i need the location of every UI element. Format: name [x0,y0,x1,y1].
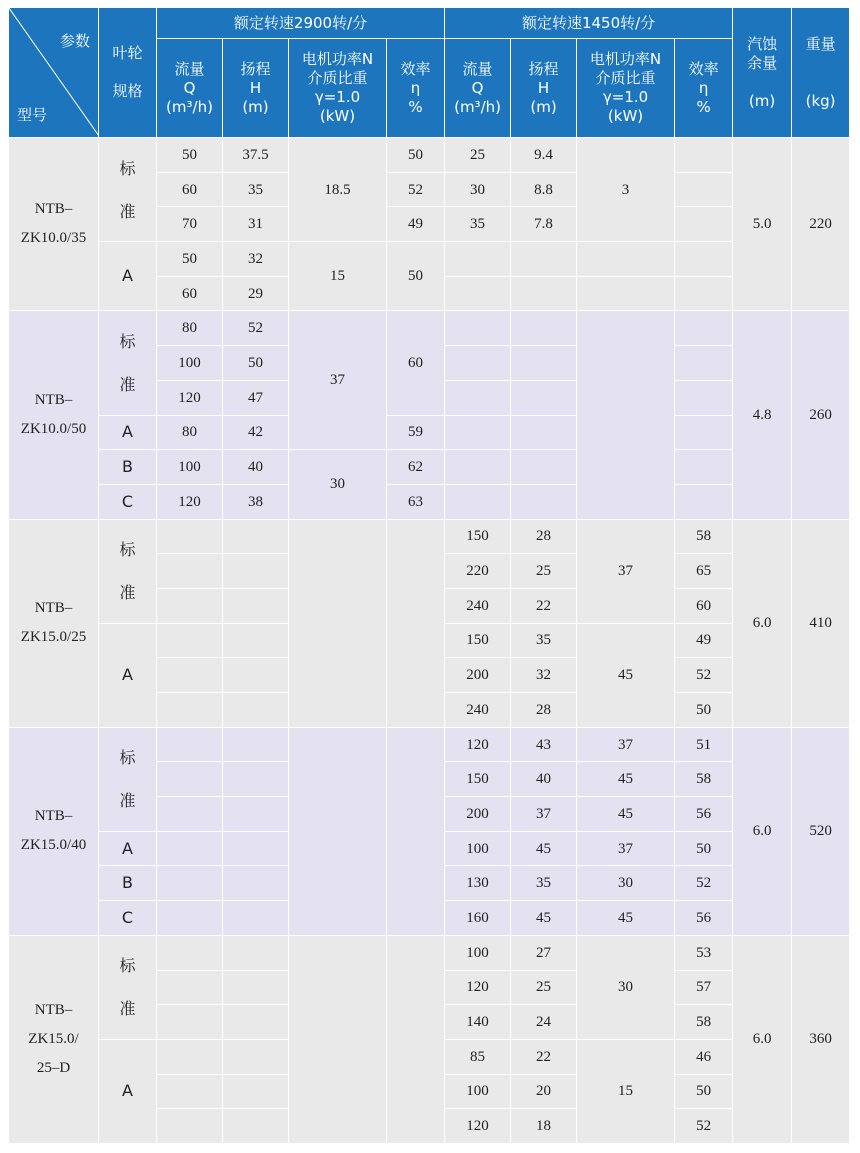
head-1450-header: 扬程 H (m) [511,39,577,138]
flow-cell [445,276,511,311]
flow-cell [445,450,511,485]
head-cell: 35 [223,172,289,207]
head-cell: 22 [511,588,577,623]
flow-cell: 80 [157,415,223,450]
impeller-cell: 标 准 [99,727,157,831]
head-cell [223,554,289,589]
flow-cell: 200 [445,658,511,693]
head-cell: 43 [511,727,577,762]
model-group-zk10-50 [9,311,850,519]
npsh-header: 汽蚀 余量 (m) [733,8,792,138]
eff-cell [675,276,733,311]
head-cell [223,623,289,658]
model-group-zk15-40 [9,727,850,935]
power-1450-header: 电机功率N 介质比重 γ=1.0 (kW) [577,39,675,138]
power-cell: 45 [577,623,675,727]
eff-cell [675,450,733,485]
eff-cell: 52 [387,172,445,207]
impeller-spec-header: 叶轮 规格 [99,8,157,138]
power-cell [577,276,675,311]
head-cell: 50 [223,346,289,381]
head-cell: 25 [511,554,577,589]
eff-cell: 49 [387,207,445,242]
table-row [9,727,850,762]
model-group-zk15-25-d [9,935,850,1143]
flow-cell: 200 [445,797,511,832]
model-cell: NTB– ZK15.0/25 [9,519,99,727]
eff-cell: 58 [675,1005,733,1040]
flow-cell: 120 [157,484,223,519]
head-cell [223,901,289,936]
head-cell: 32 [223,242,289,277]
impeller-cell: C [99,484,157,519]
eff-cell [675,380,733,415]
flow-cell [445,242,511,277]
head-cell [223,970,289,1005]
head-cell [511,484,577,519]
model-cell: NTB– ZK15.0/40 [9,727,99,935]
table-row [9,415,850,450]
head-cell [223,519,289,554]
flow-cell: 30 [445,172,511,207]
impeller-cell: 标 准 [99,935,157,1039]
flow-1450-header: 流量 Q (m³/h) [445,39,511,138]
flow-cell [157,554,223,589]
eff-2900-header: 效率 η % [387,39,445,138]
model-cell: NTB– ZK10.0/50 [9,311,99,519]
flow-cell [445,415,511,450]
head-cell [511,242,577,277]
flow-cell: 220 [445,554,511,589]
eff-cell [675,415,733,450]
model-group-zk10-35 [9,138,850,311]
flow-2900-header: 流量 Q (m³/h) [157,39,223,138]
power-cell: 37 [577,831,675,866]
eff-cell: 52 [675,866,733,901]
weight-cell: 360 [792,935,850,1143]
flow-cell [157,1074,223,1109]
model-group-zk15-25 [9,519,850,727]
npsh-cell: 6.0 [733,519,792,727]
model-cell: NTB– ZK15.0/ 25–D [9,935,99,1143]
eff-cell: 52 [675,1109,733,1144]
flow-cell [157,901,223,936]
head-cell [511,380,577,415]
power-cell: 15 [289,242,387,311]
flow-cell: 100 [157,450,223,485]
head-cell [511,415,577,450]
param-label: 参数 [59,32,90,50]
impeller-cell: 标 准 [99,311,157,415]
eff-cell: 59 [387,415,445,450]
head-cell: 42 [223,415,289,450]
head-cell: 7.8 [511,207,577,242]
flow-cell: 50 [157,138,223,173]
impeller-cell: A [99,1039,157,1143]
head-cell [223,1109,289,1144]
flow-cell: 160 [445,901,511,936]
flow-cell: 60 [157,276,223,311]
head-cell [223,1005,289,1040]
head-cell [223,831,289,866]
flow-cell: 70 [157,207,223,242]
power-cell: 37 [289,311,387,450]
impeller-cell: A [99,623,157,727]
head-cell [223,866,289,901]
npsh-cell: 6.0 [733,727,792,935]
head-cell [223,693,289,728]
head-cell [511,346,577,381]
flow-cell: 120 [445,727,511,762]
head-cell [223,1074,289,1109]
head-cell [223,797,289,832]
power-cell: 45 [577,797,675,832]
eff-cell [675,311,733,346]
head-cell: 47 [223,380,289,415]
table-row [9,519,850,554]
model-label: 型号 [17,106,48,124]
npsh-cell: 4.8 [733,311,792,519]
flow-cell: 140 [445,1005,511,1040]
head-cell: 37.5 [223,138,289,173]
power-cell: 45 [577,762,675,797]
head-cell: 28 [511,693,577,728]
head-cell: 24 [511,1005,577,1040]
eff-cell: 58 [675,762,733,797]
flow-cell: 35 [445,207,511,242]
impeller-cell: B [99,450,157,485]
power-cell: 30 [289,450,387,519]
head-cell [223,588,289,623]
flow-cell: 120 [445,1109,511,1144]
head-cell: 32 [511,658,577,693]
eff-cell [675,207,733,242]
eff-cell [675,172,733,207]
table-row [9,935,850,970]
head-cell: 22 [511,1039,577,1074]
head-cell: 8.8 [511,172,577,207]
table-row [9,311,850,346]
impeller-cell: C [99,901,157,936]
head-cell: 38 [223,484,289,519]
impeller-cell: A [99,831,157,866]
head-cell [223,727,289,762]
speed-2900-header: 额定转速2900转/分 [157,8,445,39]
head-cell: 27 [511,935,577,970]
flow-cell [157,727,223,762]
head-2900-header: 扬程 H (m) [223,39,289,138]
head-cell [223,762,289,797]
impeller-cell: B [99,866,157,901]
model-cell: NTB– ZK10.0/35 [9,138,99,311]
flow-cell: 150 [445,623,511,658]
eff-cell: 60 [387,311,445,415]
eff-cell: 50 [675,831,733,866]
power-2900-header: 电机功率N 介质比重 γ=1.0 (kW) [289,39,387,138]
param-model-corner-cell [9,8,99,138]
weight-header: 重量 (kg) [792,8,850,138]
head-cell [223,1039,289,1074]
impeller-cell: 标 准 [99,138,157,242]
head-cell: 37 [511,797,577,832]
eff-cell [675,484,733,519]
flow-cell [157,588,223,623]
eff-cell: 51 [675,727,733,762]
power-cell: 3 [577,138,675,242]
power-cell: 18.5 [289,138,387,242]
impeller-cell: A [99,242,157,311]
head-cell: 45 [511,901,577,936]
weight-cell: 410 [792,519,850,727]
table-row [9,484,850,519]
eff-cell: 53 [675,935,733,970]
power-cell [577,242,675,277]
power-cell: 37 [577,519,675,623]
eff-cell: 50 [675,1074,733,1109]
flow-cell: 130 [445,866,511,901]
eff-cell: 50 [675,693,733,728]
eff-cell: 56 [675,901,733,936]
flow-cell [157,623,223,658]
head-cell: 52 [223,311,289,346]
eff-cell: 56 [675,797,733,832]
flow-cell: 25 [445,138,511,173]
head-cell: 9.4 [511,138,577,173]
flow-cell: 60 [157,172,223,207]
flow-cell [157,519,223,554]
flow-cell: 100 [157,346,223,381]
eff-cell [387,935,445,1143]
impeller-cell: A [99,415,157,450]
power-cell: 15 [577,1039,675,1143]
head-cell [223,935,289,970]
power-cell [577,311,675,519]
power-cell [289,727,387,935]
flow-cell: 100 [445,1074,511,1109]
eff-cell: 50 [387,138,445,173]
eff-cell: 52 [675,658,733,693]
flow-cell: 240 [445,588,511,623]
flow-cell: 100 [445,831,511,866]
head-cell: 28 [511,519,577,554]
flow-cell [157,970,223,1005]
head-cell: 18 [511,1109,577,1144]
eff-cell: 63 [387,484,445,519]
impeller-cell: 标 准 [99,519,157,623]
npsh-cell: 5.0 [733,138,792,311]
eff-cell: 46 [675,1039,733,1074]
flow-cell: 120 [157,380,223,415]
eff-cell: 65 [675,554,733,589]
eff-cell [387,727,445,935]
head-cell: 25 [511,970,577,1005]
eff-cell [675,242,733,277]
eff-cell: 50 [387,242,445,311]
head-cell: 40 [223,450,289,485]
head-cell [511,276,577,311]
table-row [9,450,850,485]
flow-cell [157,935,223,970]
weight-cell: 220 [792,138,850,311]
eff-cell [675,346,733,381]
eff-cell: 60 [675,588,733,623]
pump-spec-table [8,7,850,1144]
npsh-cell: 6.0 [733,935,792,1143]
eff-cell: 49 [675,623,733,658]
flow-cell [157,866,223,901]
power-cell: 37 [577,727,675,762]
flow-cell: 100 [445,935,511,970]
head-cell [511,450,577,485]
flow-cell: 150 [445,519,511,554]
power-cell [289,935,387,1143]
eff-cell: 62 [387,450,445,485]
flow-cell: 50 [157,242,223,277]
flow-cell [157,1039,223,1074]
eff-cell: 58 [675,519,733,554]
flow-cell [157,658,223,693]
table-row [9,138,850,173]
flow-cell [445,311,511,346]
head-cell [223,658,289,693]
flow-cell [445,484,511,519]
table-row [9,242,850,277]
head-cell: 45 [511,831,577,866]
weight-cell: 520 [792,727,850,935]
flow-cell [157,1005,223,1040]
flow-cell [157,1109,223,1144]
weight-cell: 260 [792,311,850,519]
flow-cell: 150 [445,762,511,797]
head-cell: 40 [511,762,577,797]
head-cell: 31 [223,207,289,242]
flow-cell: 80 [157,311,223,346]
head-cell: 29 [223,276,289,311]
head-cell: 20 [511,1074,577,1109]
power-cell: 30 [577,866,675,901]
eff-cell: 57 [675,970,733,1005]
flow-cell [445,346,511,381]
head-cell: 35 [511,866,577,901]
flow-cell [157,797,223,832]
power-cell [289,519,387,727]
flow-cell: 240 [445,693,511,728]
flow-cell [445,380,511,415]
flow-cell: 85 [445,1039,511,1074]
eff-cell [387,519,445,727]
power-cell: 30 [577,935,675,1039]
eff-cell [675,138,733,173]
flow-cell [157,693,223,728]
head-cell: 35 [511,623,577,658]
head-cell [511,311,577,346]
flow-cell [157,831,223,866]
power-cell: 45 [577,901,675,936]
flow-cell [157,762,223,797]
eff-1450-header: 效率 η % [675,39,733,138]
speed-1450-header: 额定转速1450转/分 [445,8,733,39]
flow-cell: 120 [445,970,511,1005]
